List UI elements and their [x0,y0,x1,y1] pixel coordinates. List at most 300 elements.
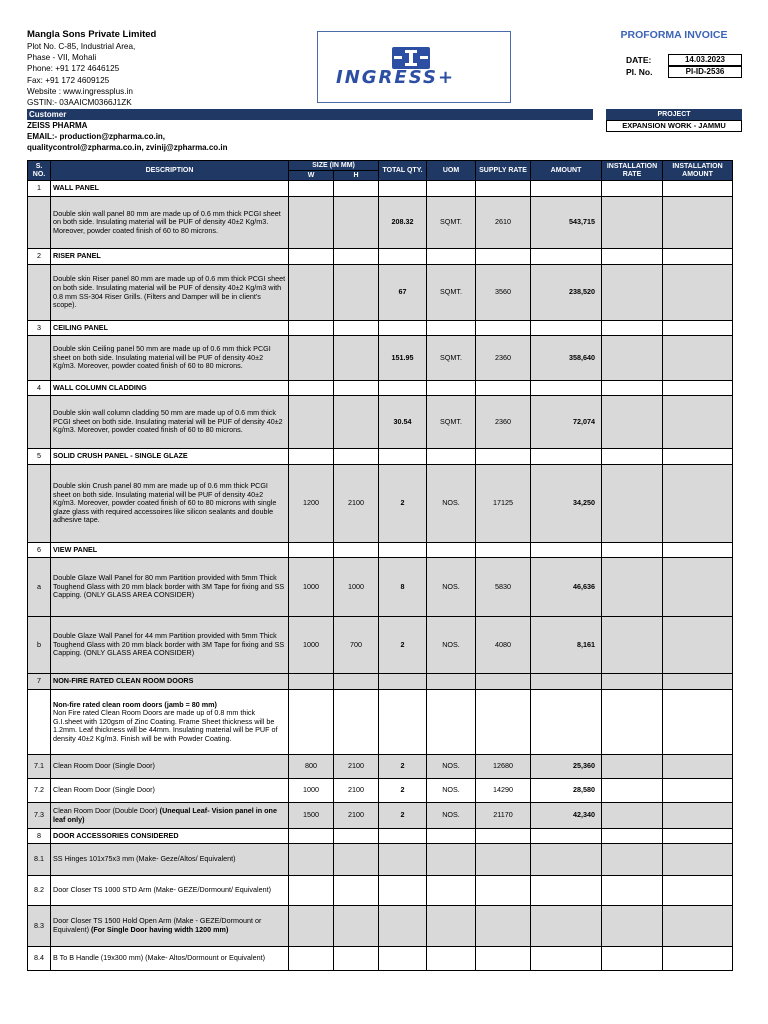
row-installation-rate [602,876,663,906]
row-supply-rate [476,906,531,947]
row-description-text: Double skin wall column cladding 50 mm are made up of 0.6 mm thick PCGI sheet on both side. Insulating material will be PUF of density 40±2 Kg/m3. Moreover, powder coated finish of 60 to 80 microns. [53,408,283,435]
row-sno [28,197,51,249]
table-row [28,779,733,803]
row-installation-rate [602,558,663,617]
row-amount [531,449,602,465]
row-supply-rate [476,181,531,197]
row-total-qty: 67 [379,265,427,321]
row-amount [531,690,602,755]
row-uom [427,876,476,906]
table-row [28,755,733,779]
row-description [51,947,289,971]
row-description-text: WALL COLUMN CLADDING [53,382,147,392]
row-installation-rate [602,617,663,674]
row-uom: NOS. [427,465,476,543]
row-height: 1000 [334,558,379,617]
row-installation-rate [602,465,663,543]
row-supply-rate: 17125 [476,465,531,543]
row-sno: 3 [28,321,51,336]
row-width [289,265,334,321]
row-description-text: SS Hinges 101x75x3 mm (Make- Geze/Altos/ Equivalent) [53,854,236,864]
row-installation-amount [663,755,733,779]
row-total-qty [379,906,427,947]
header-sno: S. NO. [28,161,51,181]
row-height: 2100 [334,779,379,803]
row-installation-rate [602,906,663,947]
row-installation-amount [663,947,733,971]
row-uom [427,381,476,396]
row-installation-rate [602,674,663,690]
row-description-text: Double skin Ceiling panel 50 mm are made up of 0.6 mm thick PCGI sheet on both side. Insulating material will be PUF of density 40±2 Kg/m3. Moreover, powder coated finish of 60 to 80 microns. [53,344,271,371]
row-width [289,690,334,755]
row-description [51,844,289,876]
logo-text: INGRESS+ [336,67,456,88]
row-installation-amount [663,465,733,543]
row-description [51,617,289,674]
table-row [28,381,733,396]
row-sno [28,336,51,381]
row-description [51,181,289,197]
row-installation-amount [663,543,733,558]
row-amount [531,321,602,336]
row-width: 1200 [289,465,334,543]
row-installation-amount [663,396,733,449]
row-height [334,265,379,321]
row-description-note: (For Single Door having width 1200 mm) [90,925,229,934]
row-description-text: Door Closer TS 1500 Hold Open Arm (Make - GEZE/Dormount or Equivalent) [53,916,262,934]
row-uom [427,829,476,844]
row-description-text: Double skin wall panel 80 mm are made up of 0.6 mm thick PCGI sheet on both side. Insulating material will be PUF of density 40±2 Kg/m3. Moreover, powder coated finish of 60 to 80 microns. [53,208,281,235]
row-installation-amount [663,779,733,803]
row-supply-rate [476,674,531,690]
row-amount: 543,715 [531,197,602,249]
row-installation-amount [663,844,733,876]
row-installation-amount [663,249,733,265]
row-amount: 28,580 [531,779,602,803]
table-row [28,803,733,829]
table-row [28,181,733,197]
row-supply-rate: 4080 [476,617,531,674]
date-label: DATE: [626,55,652,65]
items-table [27,160,733,971]
row-installation-rate [602,321,663,336]
row-amount [531,181,602,197]
row-amount: 238,520 [531,265,602,321]
row-amount [531,947,602,971]
table-row [28,543,733,558]
row-width: 1000 [289,558,334,617]
row-width: 1500 [289,803,334,829]
row-total-qty: 2 [379,779,427,803]
table-row [28,674,733,690]
row-sno: 8.1 [28,844,51,876]
row-description-text: WALL PANEL [53,183,100,193]
company-logo [317,31,511,103]
row-description [51,449,289,465]
row-uom: NOS. [427,779,476,803]
row-description [51,321,289,336]
row-supply-rate: 3560 [476,265,531,321]
table-row [28,690,733,755]
row-amount [531,381,602,396]
row-height [334,906,379,947]
row-height [334,321,379,336]
row-sno: 7 [28,674,51,690]
row-installation-rate [602,181,663,197]
row-description [51,543,289,558]
row-amount [531,829,602,844]
row-description [51,829,289,844]
row-height [334,543,379,558]
row-installation-amount [663,321,733,336]
row-amount: 34,250 [531,465,602,543]
row-height: 700 [334,617,379,674]
row-sno: 5 [28,449,51,465]
row-supply-rate: 2360 [476,396,531,449]
row-width [289,947,334,971]
document-title: PROFORMA INVOICE [620,29,728,41]
row-installation-amount [663,181,733,197]
row-installation-rate [602,265,663,321]
row-installation-amount [663,674,733,690]
row-installation-rate [602,543,663,558]
row-amount [531,876,602,906]
row-height: 2100 [334,465,379,543]
row-installation-rate [602,803,663,829]
row-supply-rate [476,829,531,844]
table-row [28,197,733,249]
row-description-text: Double skin Riser panel 80 mm are made up of 0.6 mm thick PCGI sheet on both side. Insulating material will be PUF of density 40±2 Kg/m3 with 0.8 mm SS-304 Riser Grills. (Filters and Damper will be in client's scope). [53,274,286,310]
row-installation-rate [602,336,663,381]
row-uom [427,690,476,755]
date-value: 14.03.2023 [668,54,742,66]
customer-info [27,120,593,153]
row-width [289,249,334,265]
row-uom: NOS. [427,755,476,779]
row-height [334,336,379,381]
row-sno [28,265,51,321]
table-row [28,336,733,381]
row-description-title: Non-fire rated clean room doors (jamb = 80 mm) [53,699,217,709]
row-installation-amount [663,906,733,947]
company-fax: Fax: +91 172 4609125 [27,75,110,85]
row-total-qty: 8 [379,558,427,617]
row-sno: 8.2 [28,876,51,906]
row-uom [427,249,476,265]
table-row [28,396,733,449]
row-sno: 8 [28,829,51,844]
row-description-text: Double Glaze Wall Panel for 44 mm Partition provided with 5mm Thick Toughend Glass with 20 mm black border with 3M Tape for fixing and SS Capping. (ONLY GLASS AREA CONSIDER) [53,631,285,658]
row-width [289,543,334,558]
row-installation-rate [602,449,663,465]
table-row [28,829,733,844]
table-row [28,844,733,876]
company-website: Website : www.ingressplus.in [27,86,133,96]
table-row [28,558,733,617]
company-address-line-2: Phase - VII, Mohali [27,53,97,63]
row-description [51,197,289,249]
header-installation-rate: INSTALLATION RATE [602,161,663,181]
row-total-qty: 2 [379,755,427,779]
row-width [289,321,334,336]
row-height [334,947,379,971]
row-uom [427,906,476,947]
row-uom [427,449,476,465]
row-sno [28,690,51,755]
row-description [51,558,289,617]
row-installation-rate [602,249,663,265]
row-installation-rate [602,844,663,876]
table-row [28,449,733,465]
row-amount [531,674,602,690]
header-height: H [334,171,379,181]
row-width [289,844,334,876]
row-amount [531,543,602,558]
row-description-text: Non Fire rated Clean Room Doors are made up of 0.8 mm thick G.I.sheet with 120gsm of Zinc Coating. Frame Sheet thickness will be 1.2mm. Leaf thickness will be 44mm. Insulating material will be PUF of density 40±2 Kg/m3. Finish will be with Powder Coating. [53,708,278,743]
row-width [289,336,334,381]
row-height [334,197,379,249]
row-installation-amount [663,197,733,249]
row-amount: 358,640 [531,336,602,381]
row-supply-rate [476,876,531,906]
project-value: EXPANSION WORK - JAMMU [606,120,742,132]
row-description-text: DOOR ACCESSORIES CONSIDERED [53,830,179,840]
project-header: PROJECT [606,109,742,120]
row-description-note: (Unequal Leaf- Vision panel in one leaf only) [53,805,277,824]
row-supply-rate [476,844,531,876]
row-width [289,674,334,690]
header-installation-amount: INSTALLATION AMOUNT [663,161,733,181]
pi-number-label: PI. No. [626,67,653,77]
row-supply-rate [476,690,531,755]
row-uom [427,321,476,336]
row-installation-amount [663,876,733,906]
row-width [289,906,334,947]
customer-email-line-1: EMAIL:- production@zpharma.co.in, [27,132,166,141]
row-amount: 8,161 [531,617,602,674]
table-row [28,249,733,265]
row-height [334,449,379,465]
row-supply-rate: 5830 [476,558,531,617]
company-info [27,29,317,108]
company-phone: Phone: +91 172 4646125 [27,64,120,74]
row-width: 1000 [289,617,334,674]
row-sno: b [28,617,51,674]
row-sno: 7.2 [28,779,51,803]
customer-header: Customer [27,109,593,120]
row-height [334,844,379,876]
row-total-qty [379,449,427,465]
row-total-qty [379,829,427,844]
table-header-row [28,161,733,171]
row-description-text: B To B Handle (19x300 mm) (Make- Altos/Dormount or Equivalent) [53,953,265,963]
row-total-qty [379,674,427,690]
row-uom: SQMT. [427,265,476,321]
row-installation-rate [602,381,663,396]
header-amount: AMOUNT [531,161,602,181]
header-description: DESCRIPTION [51,161,289,181]
row-amount: 46,636 [531,558,602,617]
row-uom: SQMT. [427,197,476,249]
row-amount [531,906,602,947]
row-total-qty: 151.95 [379,336,427,381]
row-total-qty [379,947,427,971]
row-description [51,465,289,543]
table-row [28,876,733,906]
row-total-qty [379,321,427,336]
row-description [51,396,289,449]
row-description-text: Double skin Crush panel 80 mm are made up of 0.6 mm thick PCGI sheet on both side. Insulating material will be PUF of density 40±2 Kg/m3. Moreover, powder coated finish of 60 to 80 microns with single glaze glass with required accessoires like silicon sealants and double adhesive tape. [53,481,277,525]
row-uom [427,947,476,971]
row-sno: 6 [28,543,51,558]
customer-name: ZEISS PHARMA [27,121,88,130]
row-height [334,674,379,690]
row-uom [427,674,476,690]
row-width: 800 [289,755,334,779]
table-row [28,617,733,674]
row-description-text: Clean Room Door (Double Door) [53,805,158,815]
row-total-qty [379,181,427,197]
header-total-qty: TOTAL QTY. [379,161,427,181]
row-description-text: VIEW PANEL [53,544,98,554]
row-sno: 8.3 [28,906,51,947]
row-installation-amount [663,617,733,674]
row-uom [427,844,476,876]
company-gstin: GSTIN:- 03AAICM0366J1ZK [27,98,132,108]
row-sno [28,396,51,449]
row-description [51,674,289,690]
row-sno: 7.1 [28,755,51,779]
row-height [334,181,379,197]
row-installation-amount [663,381,733,396]
row-height [334,396,379,449]
row-sno: 1 [28,181,51,197]
row-supply-rate [476,947,531,971]
row-amount [531,249,602,265]
row-description [51,876,289,906]
logo-emblem-icon [392,47,430,69]
row-total-qty [379,543,427,558]
row-sno: 7.3 [28,803,51,829]
row-total-qty [379,844,427,876]
row-description [51,779,289,803]
row-supply-rate [476,321,531,336]
row-supply-rate: 14290 [476,779,531,803]
row-height: 2100 [334,755,379,779]
row-installation-rate [602,396,663,449]
row-description-text: Door Closer TS 1000 STD Arm (Make- GEZE/Dormount/ Equivalent) [53,885,271,895]
row-installation-amount [663,558,733,617]
row-total-qty [379,690,427,755]
row-uom [427,543,476,558]
table-row [28,465,733,543]
row-installation-rate [602,829,663,844]
row-supply-rate: 2360 [476,336,531,381]
row-amount: 25,360 [531,755,602,779]
row-supply-rate [476,449,531,465]
table-row [28,265,733,321]
row-height [334,381,379,396]
row-installation-amount [663,690,733,755]
row-total-qty: 2 [379,803,427,829]
row-height [334,876,379,906]
row-total-qty [379,249,427,265]
row-total-qty [379,876,427,906]
table-row [28,906,733,947]
row-description [51,690,289,755]
header-width: W [289,171,334,181]
row-description [51,381,289,396]
row-installation-amount [663,803,733,829]
pi-number-value: PI-ID-2536 [668,66,742,78]
row-width [289,396,334,449]
row-width [289,829,334,844]
row-description [51,755,289,779]
row-description [51,265,289,321]
row-height [334,690,379,755]
row-supply-rate: 2610 [476,197,531,249]
row-description [51,906,289,947]
row-description [51,336,289,381]
row-description-text: Clean Room Door (Single Door) [53,785,155,795]
row-supply-rate: 12680 [476,755,531,779]
header-uom: UOM [427,161,476,181]
row-description-text: SOLID CRUSH PANEL - SINGLE GLAZE [53,451,188,461]
row-installation-amount [663,449,733,465]
row-supply-rate [476,381,531,396]
row-amount [531,844,602,876]
row-description-text: Clean Room Door (Single Door) [53,761,155,771]
row-installation-rate [602,197,663,249]
row-sno [28,465,51,543]
table-row [28,947,733,971]
row-uom: SQMT. [427,336,476,381]
row-description [51,249,289,265]
row-description-text: Double Glaze Wall Panel for 80 mm Partition provided with 5mm Thick Toughend Glass with 20 mm black border with 3M Tape for fixing and SS Capping. (ONLY GLASS AREA CONSIDER) [53,573,285,600]
row-installation-rate [602,690,663,755]
row-uom: NOS. [427,803,476,829]
header-size: SIZE (IN MM) [289,161,379,171]
row-supply-rate [476,249,531,265]
row-installation-amount [663,265,733,321]
table-row [28,321,733,336]
company-name: Mangla Sons Private Limited [27,29,157,40]
company-address-line-1: Plot No. C-85, Industrial Area, [27,42,136,51]
row-amount: 72,074 [531,396,602,449]
row-installation-rate [602,755,663,779]
row-description [51,803,289,829]
row-description-text: CEILING PANEL [53,322,108,332]
row-sno: 4 [28,381,51,396]
row-installation-rate [602,947,663,971]
row-uom: SQMT. [427,396,476,449]
row-supply-rate: 21170 [476,803,531,829]
row-description-text: RISER PANEL [53,251,101,261]
row-supply-rate [476,543,531,558]
row-height [334,249,379,265]
row-sno: 2 [28,249,51,265]
row-sno: 8.4 [28,947,51,971]
row-total-qty: 2 [379,465,427,543]
header-supply-rate: SUPPLY RATE [476,161,531,181]
row-width [289,197,334,249]
row-description-text: NON-FIRE RATED CLEAN ROOM DOORS [53,676,194,686]
row-sno: a [28,558,51,617]
row-height [334,829,379,844]
row-total-qty: 30.54 [379,396,427,449]
customer-email-line-2: qualitycontrol@zpharma.co.in, zvinij@zpharma.co.in [27,143,228,152]
row-width [289,876,334,906]
